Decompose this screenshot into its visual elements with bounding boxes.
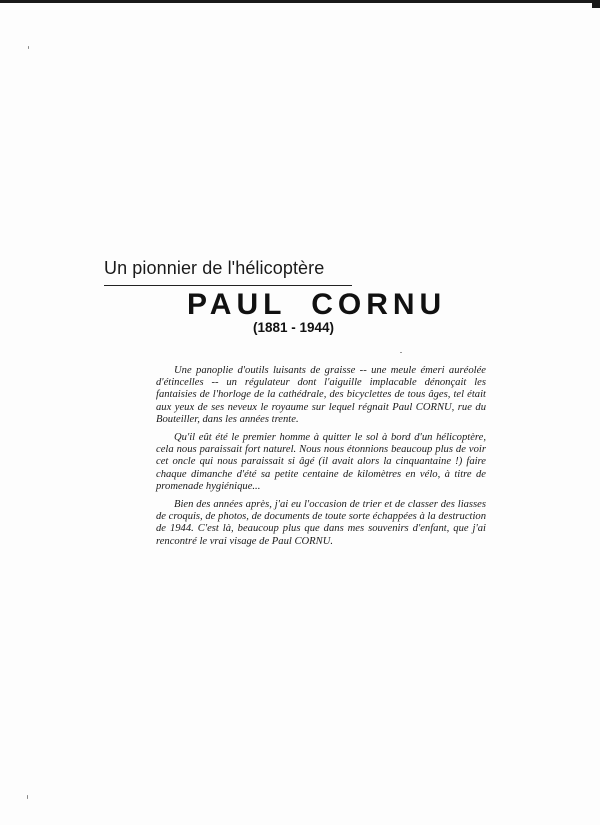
corner-mark: [592, 0, 600, 8]
scan-speck: [27, 795, 28, 799]
body-paragraph: Qu'il eût été le premier homme à quitter le sol à bord d'un hélicoptère, cela nous paraissait fort naturel. Nous nous étonnions beaucoup plus de voir cet oncle qui nous paraissait si âgé (il avait alors la cinquantaine !) faire chaque dimanche d'été sa petite centaine de kilomètres en vélo, à titre de promenade hygiénique...: [156, 432, 486, 492]
body-paragraph: Une panoplie d'outils luisants de graisse -- une meule émeri auréolée d'étincelles -- un régulateur dont l'aiguille implacable dénonçait les fantaisies de l'horloge de la cathédrale, des bicyclettes de tous âges, tel était aux yeux de ses neveux le royaume sur lequel régnait Paul CORNU, rue du Bouteiller, dans les années trente.: [156, 365, 486, 425]
scan-speck: [400, 352, 402, 353]
scan-speck: [28, 46, 29, 49]
supertitle-underline: [104, 285, 352, 286]
article-supertitle: Un pionnier de l'hélicoptère: [104, 258, 325, 278]
article-title: PAUL CORNU: [187, 288, 447, 321]
article-body: [156, 365, 486, 554]
body-paragraph: Bien des années après, j'ai eu l'occasion de trier et de classer des liasses de croquis, de photos, de documents de toute sorte échappées à la destruction de 1944. C'est là, beaucoup plus que dans mes souvenirs d'enfant, que j'ai rencontré le vrai visage de Paul CORNU.: [156, 499, 486, 547]
top-border-line: [0, 0, 600, 3]
life-dates: (1881 - 1944): [253, 320, 335, 335]
